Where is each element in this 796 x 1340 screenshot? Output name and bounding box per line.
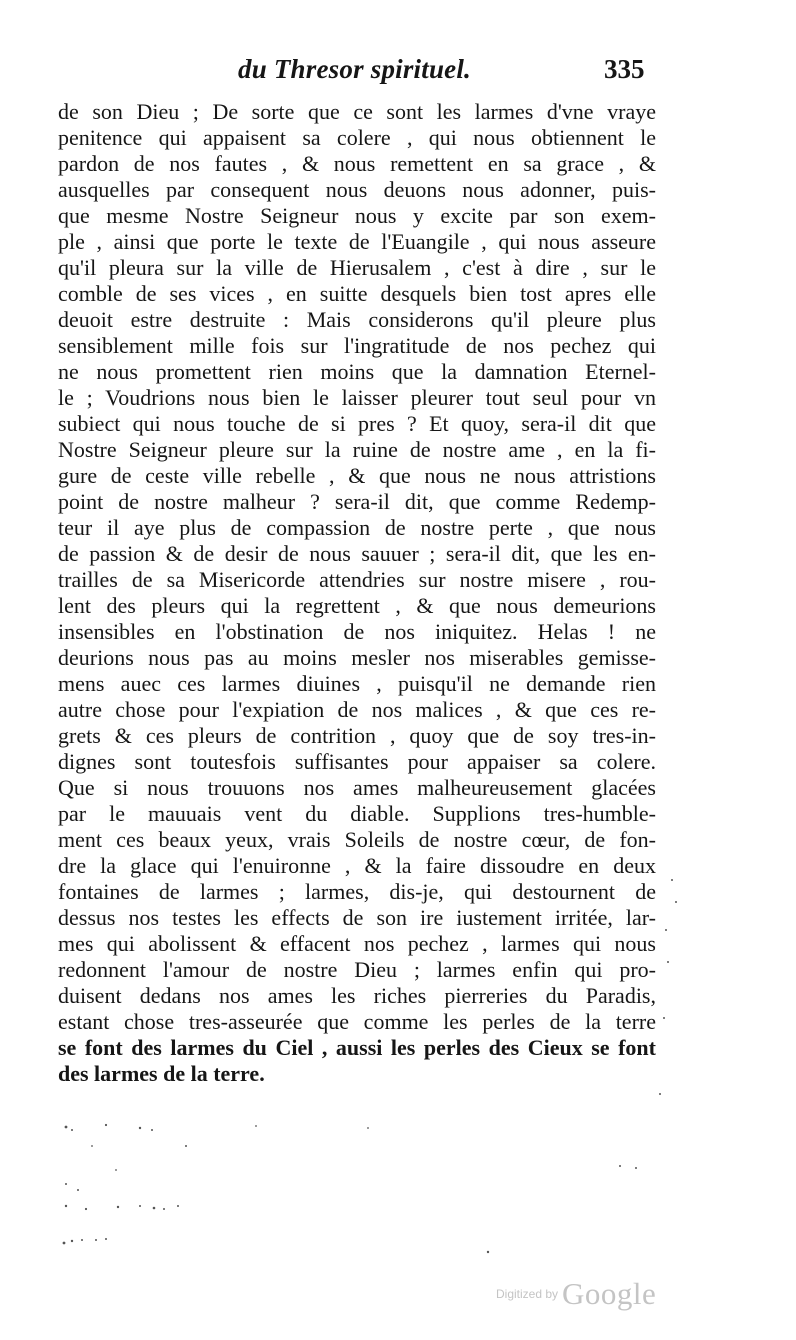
text-line: teur il aye plus de compassion de nostre perte , que nous <box>58 515 656 540</box>
page-number: 335 <box>604 54 645 84</box>
text-line: de son Dieu ; De sorte que ce sont les larmes d'vne vraye <box>58 99 656 124</box>
running-title: du Thresor spirituel. <box>238 54 472 84</box>
text-line: insensibles en l'obstination de nos iniquitez. Helas ! ne <box>58 619 656 644</box>
text-line: ne nous promettent rien moins que la damnation Eternel- <box>58 359 656 384</box>
text-line: gure de ceste ville rebelle , & que nous ne nous attristions <box>58 463 656 488</box>
text-line: redonnent l'amour de nostre Dieu ; larmes enfin qui pro- <box>58 957 656 982</box>
text-line: se font des larmes du Ciel , aussi les perles des Cieux se font <box>58 1035 656 1060</box>
text-line: dessus nos testes les effects de son ire iustement irritée, lar- <box>58 905 656 930</box>
text-line: estant chose tres-asseurée que comme les perles de la terre <box>58 1009 656 1034</box>
text-line-last: des larmes de la terre. <box>58 1061 265 1086</box>
text-line: Nostre Seigneur pleure sur la ruine de nostre ame , en la fi- <box>58 437 656 462</box>
digitized-watermark <box>496 1276 656 1312</box>
text-line: que mesme Nostre Seigneur nous y excite par son exem- <box>58 203 656 228</box>
text-line: ple , ainsi que porte le texte de l'Euangile , qui nous asseure <box>58 229 656 254</box>
text-line: comble de ses vices , en suitte desquels bien tost apres elle <box>58 281 656 306</box>
text-line: Que si nous trouuons nos ames malheureusement glacées <box>58 775 656 800</box>
text-line: pardon de nos fautes , & nous remettent en sa grace , & <box>58 151 656 176</box>
text-line: deurions nous pas au moins mesler nos miserables gemisse- <box>58 645 656 670</box>
text-line: trailles de sa Misericorde attendries sur nostre misere , rou- <box>58 567 656 592</box>
text-line: autre chose pour l'expiation de nos malices , & que ces re- <box>58 697 656 722</box>
text-line: deuoit estre destruite : Mais considerons qu'il pleure plus <box>58 307 656 332</box>
text-line: fontaines de larmes ; larmes, dis-je, qui destournent de <box>58 879 656 904</box>
text-line: lent des pleurs qui la regrettent , & que nous demeurions <box>58 593 656 618</box>
text-line: qu'il pleura sur la ville de Hierusalem , c'est à dire , sur le <box>58 255 656 280</box>
watermark-prefix: Digitized by <box>496 1287 559 1301</box>
text-line: dignes sont toutesfois suffisantes pour appaiser sa colere. <box>58 749 656 774</box>
text-line: par le mauuais vent du diable. Supplions tres-humble- <box>58 801 656 826</box>
text-line: ment ces beaux yeux, vrais Soleils de nostre cœur, de fon- <box>58 827 656 852</box>
text-line: ausquelles par consequent nous deuons nous adonner, puis- <box>58 177 656 202</box>
text-line: le ; Voudrions nous bien le laisser pleurer tout seul pour vn <box>58 385 656 410</box>
text-line: point de nostre malheur ? sera-il dit, que comme Redemp- <box>58 489 656 514</box>
text-line: mes qui abolissent & effacent nos pechez , larmes qui nous <box>58 931 656 956</box>
text-line: dre la glace qui l'enuironne , & la faire dissoudre en deux <box>58 853 656 878</box>
text-line: sensiblement mille fois sur l'ingratitude de nos pechez qui <box>58 333 656 358</box>
text-line: penitence qui appaisent sa colere , qui nous obtiennent le <box>58 125 656 150</box>
text-line: de passion & de desir de nous sauuer ; sera-il dit, que les en- <box>58 541 656 566</box>
text-line: mens auec ces larmes diuines , puisqu'il ne demande rien <box>58 671 656 696</box>
text-line: subiect qui nous touche de si pres ? Et quoy, sera-il dit que <box>58 411 656 436</box>
watermark-brand: Google <box>562 1276 657 1311</box>
text-line: grets & ces pleurs de contrition , quoy que de soy tres-in- <box>58 723 656 748</box>
text-line: duisent dedans nos ames les riches pierreries du Paradis, <box>58 983 656 1008</box>
